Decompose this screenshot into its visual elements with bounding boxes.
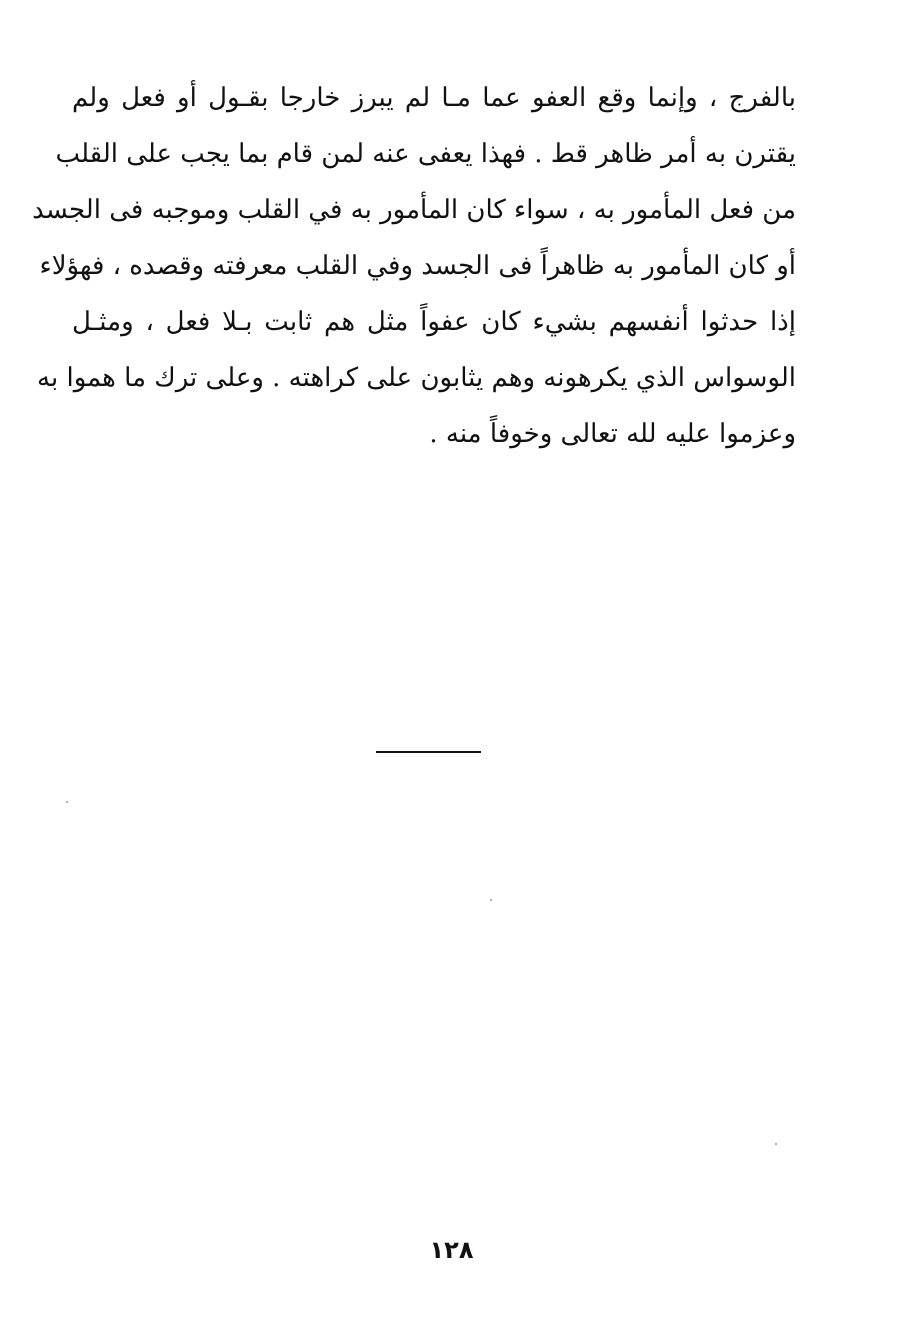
text-line: الوسواس الذي يكرهونه وهم يثابون على كراهته . وعلى ترك ما هموا به xyxy=(37,363,796,393)
text-line: أو كان المأمور به ظاهراً فى الجسد وفي القلب معرفته وقصده ، فهؤلاء xyxy=(39,251,796,281)
page-number: ١٢٨ xyxy=(429,1236,474,1264)
text-line: إذا حدثوا أنفسهم بشيء كان عفواً مثل هم ثابت بـلا فعل ، ومثـل xyxy=(72,307,796,337)
text-line: يقترن به أمر ظاهر قط . فهذا يعفى عنه لمن قام بما يجب على القلب xyxy=(55,139,796,169)
scan-speck xyxy=(490,899,492,901)
separator-rule xyxy=(376,751,481,753)
scan-speck xyxy=(775,1143,777,1145)
scan-speck xyxy=(66,801,68,803)
body-text xyxy=(32,70,796,462)
text-line: بالفرج ، وإنما وقع العفو عما مـا لم يبرز خارجا بقـول أو فعل ولم xyxy=(72,83,796,113)
text-line: من فعل المأمور به ، سواء كان المأمور به في القلب وموجبه فى الجسد xyxy=(32,195,796,225)
text-line: وعزموا عليه لله تعالى وخوفاً منه . xyxy=(429,419,796,449)
